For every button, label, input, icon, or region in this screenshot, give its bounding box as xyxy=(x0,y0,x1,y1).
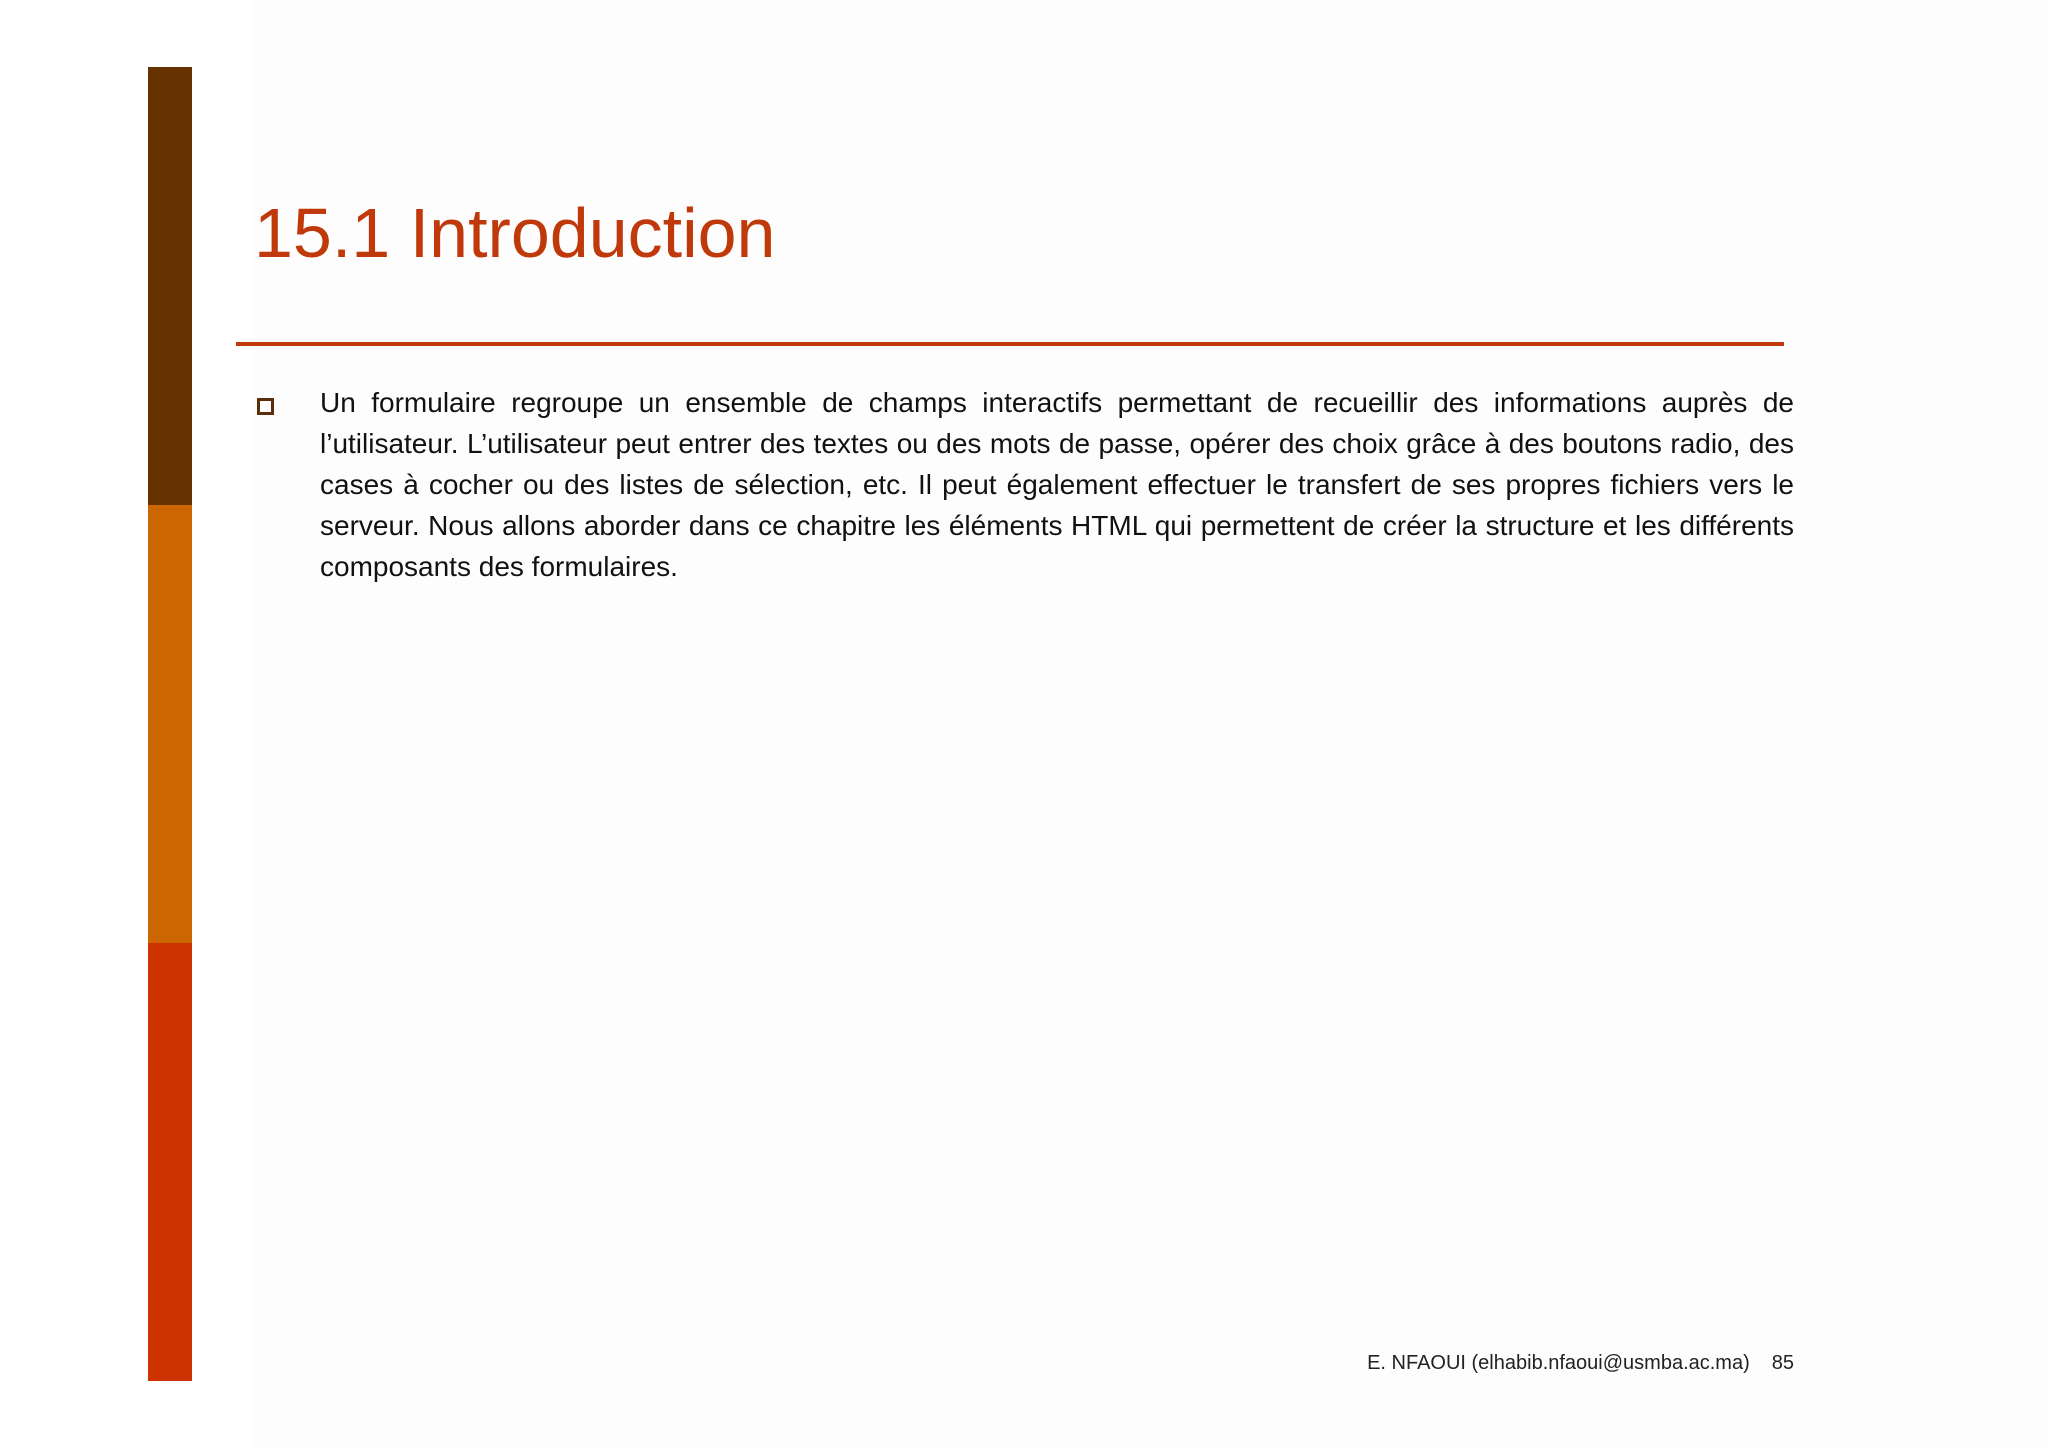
bullet-paragraph: Un formulaire regroupe un ensemble de champs interactifs permettant de recueillir des informations auprès de l’utilisateur. L’utilisateur peut entrer des textes ou des mots de passe, opérer des choix grâce à des boutons radio, des cases à cocher ou des listes de sélection, etc. Il peut également effectuer le transfert de ses propres fichiers vers le serveur. Nous allons aborder dans ce chapitre les éléments HTML qui permettent de créer la structure et les différents composants des formulaires. xyxy=(320,387,1794,582)
hollow-square-bullet-icon xyxy=(257,398,274,415)
side-bar-top-segment xyxy=(148,67,192,505)
page-number: 85 xyxy=(1771,1352,1794,1374)
slide-footer xyxy=(1367,1350,1794,1376)
footer-author: E. NFAOUI (elhabib.nfaoui@usmba.ac.ma) xyxy=(1367,1352,1750,1374)
side-bar-bottom-segment xyxy=(148,943,192,1381)
title-underline xyxy=(236,342,1784,346)
slide-title: 15.1 Introduction xyxy=(254,194,776,272)
side-bar-middle-segment xyxy=(148,505,192,943)
